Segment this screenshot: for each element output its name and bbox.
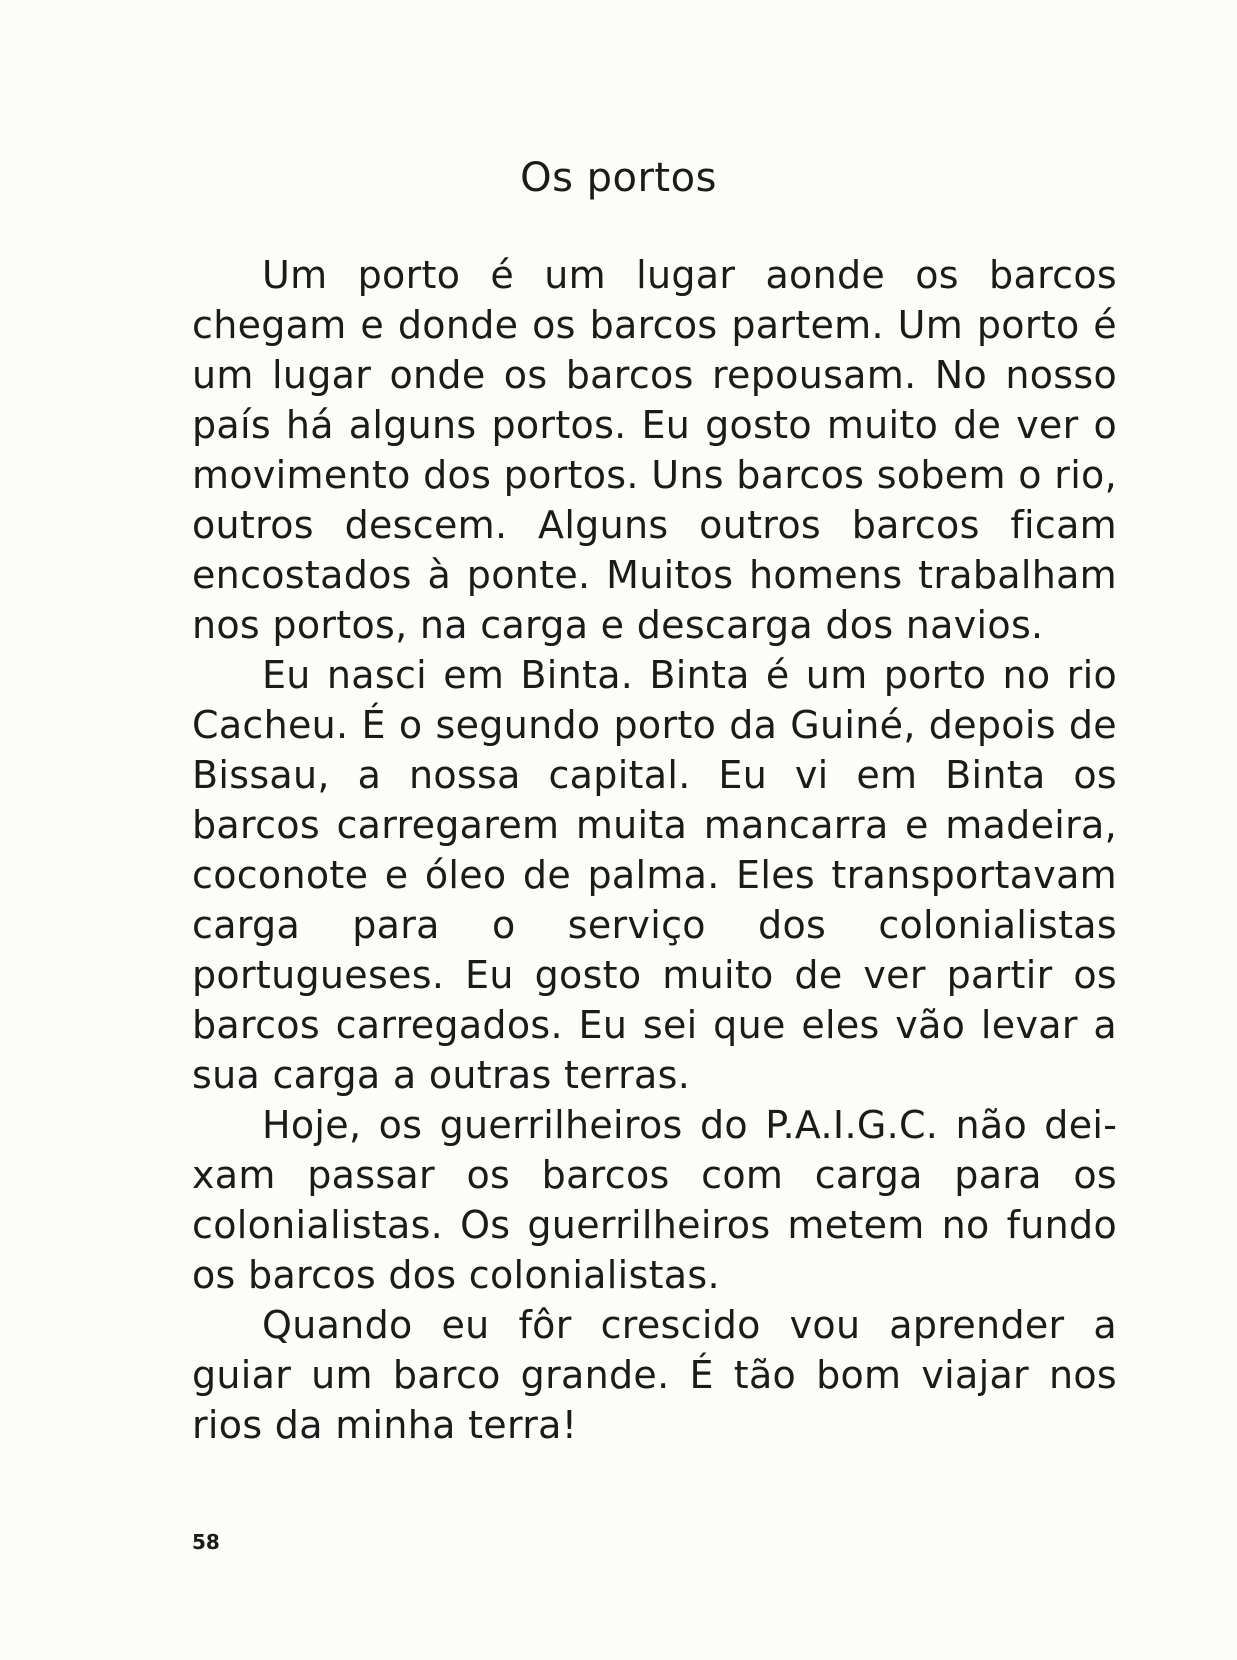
paragraph-4: Quando eu fôr crescido vou aprender a guiar um barco grande. É tão bom viajar nos rios da minha terra!: [192, 1303, 1117, 1447]
body-text: [192, 250, 1117, 1450]
paragraph-2: Eu nasci em Binta. Binta é um porto no rio Cacheu. É o segundo porto da Guiné, depois de Bissau, a nossa capital. Eu vi em Binta os barcos carregarem muita mancarra e madeira, coconote e óleo de palma. Eles transportavam carga para o serviço dos colonialistas portugueses. Eu gosto muito de ver partir os barcos carregados. Eu sei que eles vão levar a sua carga a outras terras.: [192, 653, 1117, 1097]
paragraph-3: Hoje, os guerrilheiros do P.A.I.G.C. não deixam passar os barcos com carga para os colonialistas. Os guerrilheiros metem no fundo os barcos dos colonialistas.: [192, 1103, 1117, 1297]
paragraph-1: Um porto é um lugar aonde os barcos chegam e donde os barcos partem. Um porto é um lugar onde os barcos repousam. No nosso país há alguns portos. Eu gosto muito de ver o movimento dos portos. Uns barcos sobem o rio, outros descem. Alguns outros barcos ficam encostados à ponte. Muitos homens trabalham nos portos, na carga e descarga dos navios.: [192, 253, 1117, 647]
page-number: 58: [192, 1530, 220, 1554]
page-title: Os portos: [520, 155, 717, 201]
